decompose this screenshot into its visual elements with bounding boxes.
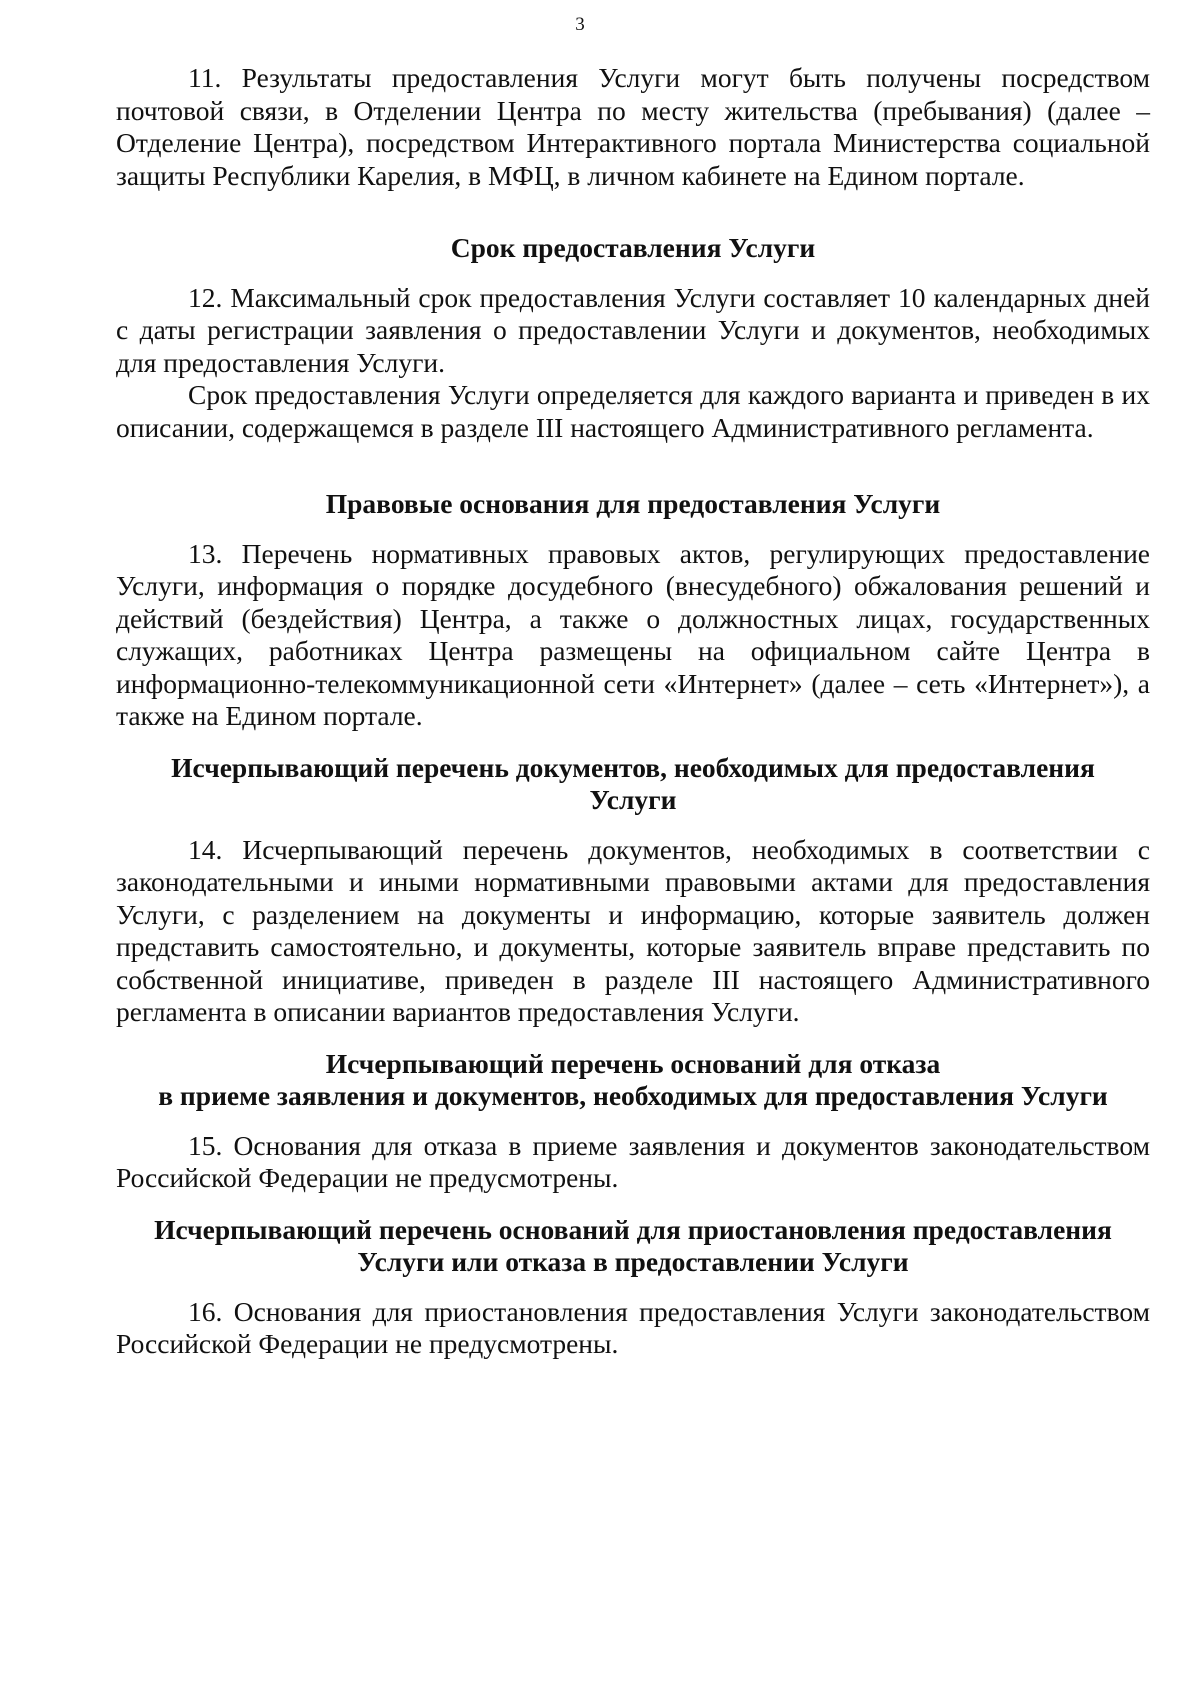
heading-required-documents xyxy=(116,752,1150,817)
page-number: 3 xyxy=(575,14,585,35)
paragraph-11: 11. Результаты предоставления Услуги могут быть получены посредством почтовой связи, в Отделении Центра по месту жительства (пребывания) (далее – Отделение Центра), посредством Интерактивного портала Министерства социальной защиты Республики Карелия, в МФЦ, в личном кабинете на Едином портале. xyxy=(116,62,1150,191)
paragraph-13: 13. Перечень нормативных правовых актов, регулирующих предоставление Услуги, информация о порядке досудебного (внесудебного) обжалования решений и действий (бездействия) Центра, а также о должностных лицах, государственных служащих, работниках Центра размещены на официальном сайте Центра в информационно-телекоммуникационной сети «Интернет» (далее – сеть «Интернет»), а также на Едином портале. xyxy=(116,537,1150,731)
heading-required-documents-line1: Исчерпывающий перечень документов, необходимых для предоставления xyxy=(171,751,1095,783)
heading-refusal-grounds-line1: Исчерпывающий перечень оснований для отказа xyxy=(325,1047,941,1079)
heading-suspension-grounds xyxy=(116,1214,1150,1279)
heading-required-documents-line2: Услуги xyxy=(589,784,677,815)
heading-legal-basis: Правовые основания для предоставления Услуги xyxy=(325,488,941,519)
document-body xyxy=(116,62,1150,1361)
heading-refusal-grounds-line2: в приеме заявления и документов, необходимых для предоставления Услуги xyxy=(158,1080,1108,1111)
heading-service-term: Срок предоставления Услуги xyxy=(450,232,816,263)
heading-refusal-grounds xyxy=(116,1048,1150,1113)
heading-suspension-grounds-line1: Исчерпывающий перечень оснований для приостановления предоставления xyxy=(154,1213,1112,1245)
paragraph-15: 15. Основания для отказа в приеме заявления и документов законодательством Российской Федерации не предусмотрены. xyxy=(116,1129,1150,1193)
paragraph-16: 16. Основания для приостановления предоставления Услуги законодательством Российской Федерации не предусмотрены. xyxy=(116,1295,1150,1359)
paragraph-12: 12. Максимальный срок предоставления Услуги составляет 10 календарных дней с даты регистрации заявления о предоставлении Услуги и документов, необходимых для предоставления Услуги. xyxy=(116,281,1150,378)
paragraph-12-continued: Срок предоставления Услуги определяется для каждого варианта и приведен в их описании, содержащемся в разделе III настоящего Административного регламента. xyxy=(116,379,1150,443)
heading-suspension-grounds-line2: Услуги или отказа в предоставлении Услуги xyxy=(357,1246,909,1277)
paragraph-14: 14. Исчерпывающий перечень документов, необходимых в соответствии с законодательными и иными нормативными правовыми актами для предоставления Услуги, с разделением на документы и информацию, которые заявитель должен представить самостоятельно, и документы, которые заявитель вправе представить по собственной инициативе, приведен в разделе III настоящего Административного регламента в описании вариантов предоставления Услуги. xyxy=(116,833,1150,1027)
